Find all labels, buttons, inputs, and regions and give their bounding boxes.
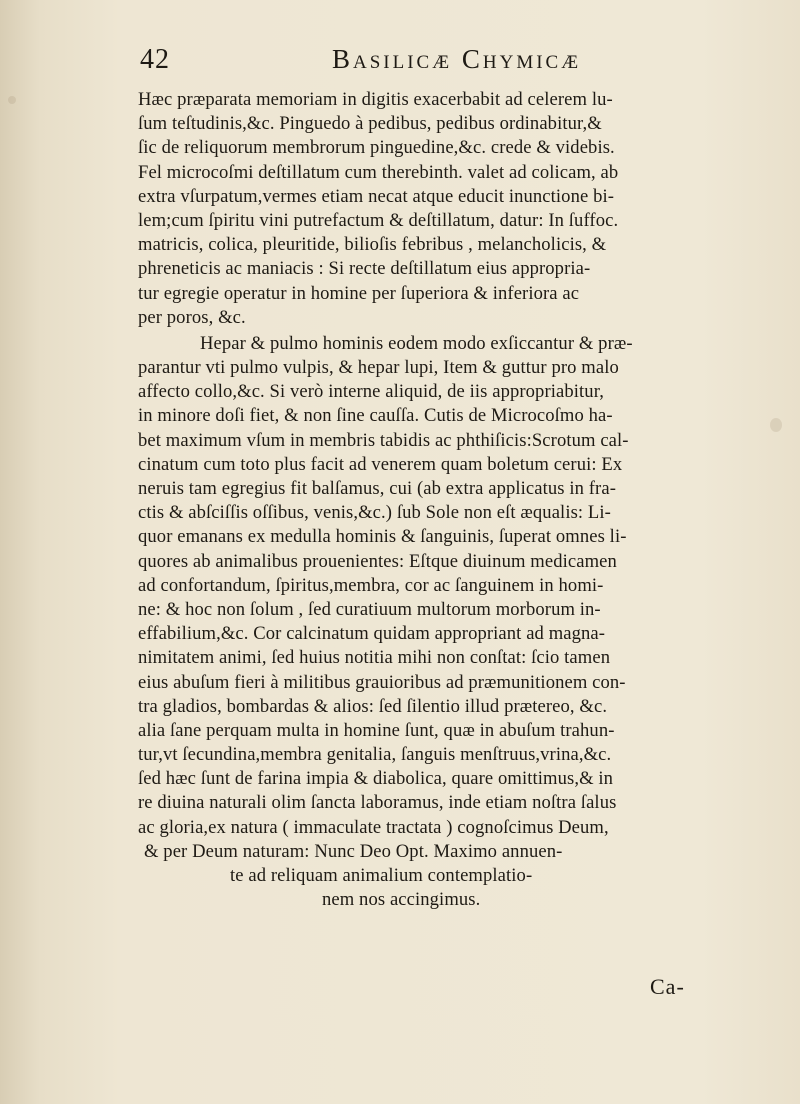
text-line: ctis & abſciſſis oſſibus, venis,&c.) ſub Sole non eſt æqualis: Li- xyxy=(138,502,611,524)
text-line: matricis, colica, pleuritide, bilioſis febribus , melancholicis, & xyxy=(138,234,607,256)
page-header xyxy=(140,44,740,84)
text-line: Fel microcoſmi deſtillatum cum therebinth. valet ad colicam, ab xyxy=(138,161,619,183)
text-line: quores ab animalibus prouenientes: Eſtque diuinum medicamen xyxy=(138,550,617,572)
text-line: lem;cum ſpiritu vini putrefactum & deſtillatum, datur: In ſuffoc. xyxy=(138,209,619,231)
text-line: ac gloria,ex natura ( immaculate tractata ) cognoſcimus Deum, xyxy=(138,816,609,838)
text-line: ne: & hoc non ſolum , ſed curatiuum multorum morborum in- xyxy=(138,598,601,620)
text-line: tra gladios, bombardas & alios: ſed ſilentio illud prætereo, &c. xyxy=(138,695,608,717)
paper-stain xyxy=(770,418,782,432)
text-line: eius abuſum fieri à militibus grauioribus ad præmunitionem con- xyxy=(138,671,626,693)
page-number: 42 xyxy=(140,44,170,75)
text-line: quor emanans ex medulla hominis & ſanguinis, ſuperat omnes li- xyxy=(138,526,627,548)
text-line: effabilium,&c. Cor calcinatum quidam appropriant ad magna- xyxy=(138,623,606,645)
text-line: tur,vt ſecundina,membra genitalia, ſanguis menſtruus,vrina,&c. xyxy=(138,744,612,766)
text-line: bet maximum vſum in membris tabidis ac phthiſicis:Scrotum cal- xyxy=(138,429,629,451)
text-line: re diuina naturali olim ſancta laboramus, inde etiam noſtra ſalus xyxy=(138,792,617,814)
body-text xyxy=(138,88,764,912)
text-line: in minore doſi fiet, & non ſine cauſſa. Cutis de Microcoſmo ha- xyxy=(138,405,613,427)
text-line: nem nos accingimus. xyxy=(322,889,481,911)
text-line: nimitatem animi, ſed huius notitia mihi non conſtat: ſcio tamen xyxy=(138,647,611,669)
paragraph-2 xyxy=(138,332,764,913)
text-line: ſic de reliquorum membrorum pinguedine,&c. crede & videbis. xyxy=(138,137,615,159)
text-line: Hepar & pulmo hominis eodem modo exſiccantur & præ- xyxy=(200,332,633,354)
paper-stain xyxy=(8,96,16,104)
text-line: ſum teſtudinis,&c. Pinguedo à pedibus, pedibus ordinabitur,& xyxy=(138,113,602,135)
text-line: alia ſane perquam multa in homine ſunt, quæ in abuſum trahun- xyxy=(138,719,615,741)
text-line: cinatum cum toto plus facit ad venerem quam boletum cerui: Ex xyxy=(138,453,623,475)
text-line: ſed hæc ſunt de farina impia & diabolica, quare omittimus,& in xyxy=(138,768,614,790)
running-title: Basilicæ Chymicæ xyxy=(332,44,582,74)
text-line: neruis tam egregius fit balſamus, cui (ab extra applicatus in fra- xyxy=(138,478,616,499)
text-line: te ad reliquam animalium contemplatio- xyxy=(230,865,533,886)
text-line: affecto collo,&c. Si verò interne aliquid, de iis appropriabitur, xyxy=(138,381,604,403)
text-line: parantur vti pulmo vulpis, & hepar lupi, Item & guttur pro malo xyxy=(138,357,619,379)
paragraph-1 xyxy=(138,88,764,330)
text-line: extra vſurpatum,vermes etiam necat atque educit inunctione bi- xyxy=(138,185,615,207)
text-line: & per Deum naturam: Nunc Deo Opt. Maximo annuen- xyxy=(144,840,563,862)
text-line: ad confortandum, ſpiritus,membra, cor ac ſanguinem in homi- xyxy=(138,574,604,596)
text-line: phreneticis ac maniacis : Si recte deſtillatum eius appropria- xyxy=(138,258,591,280)
text-line: Hæc præparata memoriam in digitis exacerbabit ad celerem lu- xyxy=(138,89,613,110)
catchword: Ca- xyxy=(650,974,685,999)
text-line: tur egregie operatur in homine per ſuperiora & inferiora ac xyxy=(138,282,580,304)
text-line: per poros, &c. xyxy=(138,306,246,328)
